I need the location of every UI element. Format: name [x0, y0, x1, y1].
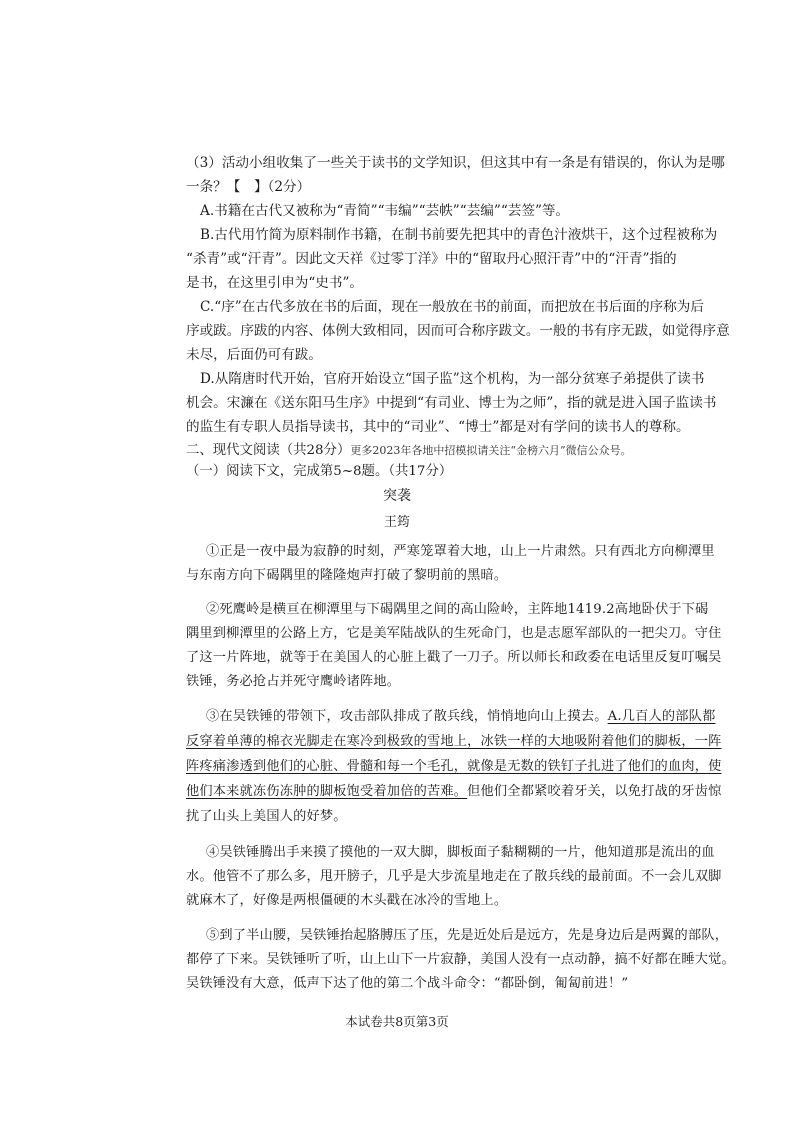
paragraph-5-line3: 吴铁锤没有大意，低声下达了他的第二个战斗命令：“都卧倒，匍匐前进！” — [186, 976, 629, 991]
option-b-line2: “杀青”或“汗青”。因此文天祥《过零丁洋》中的“留取丹心照汗青”中的“汗青”指的 — [186, 251, 677, 267]
paragraph-3-line1 — [206, 710, 715, 723]
paragraph-5-line1: ⑤到了半山腰，吴铁锤抬起胳膊压了压，先是近处后是远方，先是身边后是两翼的部队， — [206, 928, 729, 943]
paragraph-3-line3: 阵疼痛渗透到他们的心脏、骨髓和每一个毛孔，就像是无数的铁钉子扎进了他们的血肉，使 — [186, 759, 722, 774]
page-footer: 本试卷共8页第3页 — [345, 1014, 449, 1029]
option-c-line1: C.“序”在古代多放在书的后面，现在一般放在书的前面，而把放在书后面的序称为后 — [200, 299, 704, 315]
section2-heading: 二、现代文阅读（共28分） — [186, 443, 351, 458]
underlined-sentence-a-end: 他们本来就冻伤冻肿的脚板饱受着加倍的苦难。 — [186, 784, 468, 799]
question3-stem-line1: （3）活动小组收集了一些关于读书的文学知识，但这其中有一条是有错误的，你认为是哪 — [186, 155, 725, 171]
article-title: 突袭 — [383, 488, 411, 504]
paragraph-2-line1: ②死鹰岭是横亘在柳潭里与下碣隅里之间的高山险岭，主阵地1419.2高地卧伏于下碣 — [206, 602, 709, 617]
paragraph-3-line4 — [186, 785, 722, 798]
paragraph-1-line1: ①正是一夜中最为寂静的时刻，严寒笼罩着大地，山上一片肃然。只有西北方向柳潭里 — [206, 544, 715, 559]
paragraph-2-line3: 了这一片阵地，就等于在美国人的心脏上戳了一刀子。所以师长和政委在电话里反复叮嘱吴 — [186, 650, 722, 665]
section2-subheading: （一）阅读下文，完成第5~8题。（共17分） — [186, 464, 453, 479]
option-b-line1: B.古代用竹简为原料制作书籍，在制书前要先把其中的青色汁液烘干，这个过程被称为 — [200, 227, 718, 243]
paragraph-3-line5: 扰了山头上美国人的好梦。 — [186, 809, 347, 824]
paragraph-4-line2: 水。他管不了那么多，甩开膀子，几乎是大步流星地走在了散兵线的最前面。不一会儿双脚 — [186, 869, 722, 884]
paragraph-3-line2: 反穿着单薄的棉衣光脚走在寒冷到极致的雪地上，冰铁一样的大地吸附着他们的脚板，一阵 — [186, 734, 722, 749]
option-d-line2: 机会。宋濂在《送东阳马生序》中提到“有司业、博士为之师”，指的就是进入国子监读书 — [186, 395, 717, 411]
paragraph-3-line1-text: ③在吴铁锤的带领下，攻击部队排成了散兵线，悄悄地向山上摸去。 — [206, 709, 608, 724]
section2-note: 更多2023年各地中招模拟请关注“金榜六月”微信公众号。 — [350, 444, 632, 457]
underlined-sentence-a-start: A.几百人的部队都 — [607, 709, 716, 724]
option-a: A.书籍在古代又被称为“青简”“韦编”“芸帙”“芸编”“芸签”等。 — [200, 203, 570, 219]
option-c-line2: 序或跋。序跋的内容、体例大致相同，因而可合称序跋文。一般的书有序无跋，如觉得序意 — [186, 323, 730, 339]
paragraph-1-line2: 与东南方向下碣隅里的隆隆炮声打破了黎明前的黑暗。 — [186, 568, 508, 583]
option-d-line3: 的监生有专职人员指导读书，其中的“司业”、“博士”都是对有学问的读书人的尊称。 — [186, 419, 690, 435]
question3-stem-line2: 一条？【 】（2分） — [186, 179, 311, 195]
paragraph-4-line1: ④吴铁锤腾出手来摸了摸他的一双大脚，脚板面子黏糊糊的一片，他知道那是流出的血 — [206, 845, 715, 860]
section2-heading-row — [186, 444, 632, 457]
paragraph-2-line2: 隅里到柳潭里的公路上方，它是美军陆战队的生死命门，也是志愿军部队的一把尖刀。守住 — [186, 626, 722, 641]
paragraph-3-line4-text: 但他们全都紧咬着牙关，以免打战的牙齿惊 — [467, 784, 722, 799]
option-c-line3: 未尽，后面仍可有跋。 — [186, 347, 322, 363]
option-b-line3: 是书，在这里引申为“史书”。 — [186, 275, 364, 291]
article-author: 王筠 — [383, 515, 410, 530]
option-d-line1: D.从隋唐时代开始，官府开始设立“国子监”这个机构，为一部分贫寒子弟提供了读书 — [200, 371, 705, 387]
paragraph-2-line4: 铁锤，务必抢占并死守鹰岭诸阵地。 — [186, 674, 401, 689]
paragraph-5-line2: 都停了下来。吴铁锤听了听，山上山下一片寂静，美国人没有一点动静，搞不好都在睡大觉。 — [186, 952, 735, 967]
paragraph-4-line3: 就麻木了，好像是两根僵硬的木头戳在冰冷的雪地上。 — [186, 893, 508, 908]
